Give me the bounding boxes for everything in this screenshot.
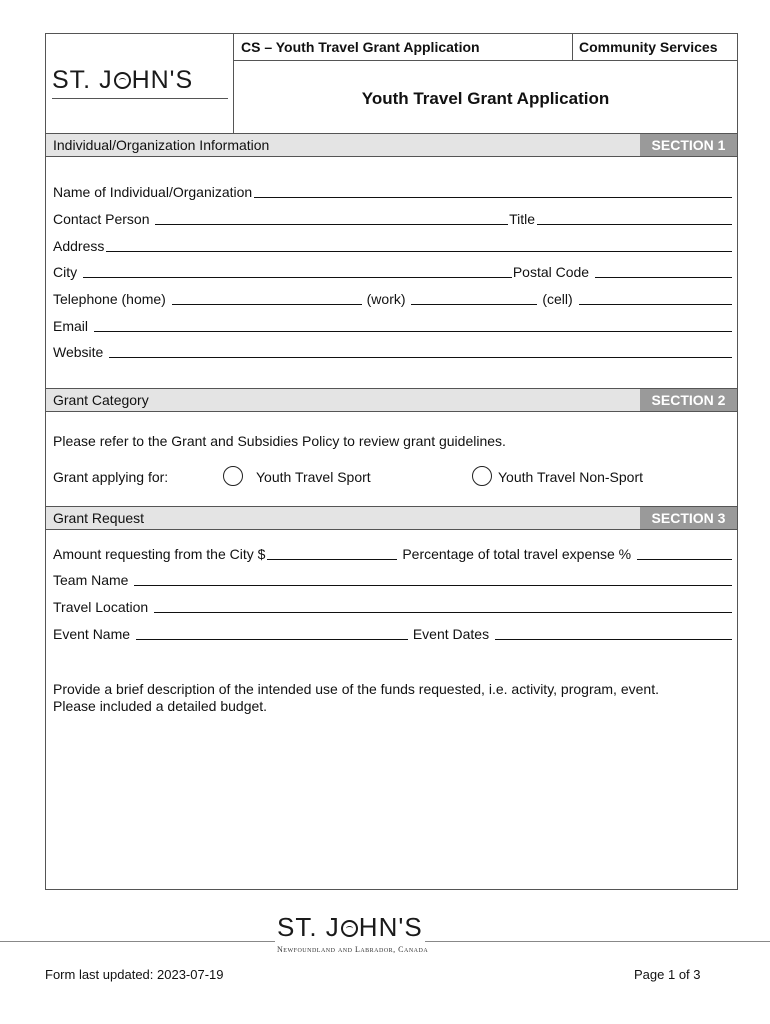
- section-3-badge: SECTION 3: [640, 507, 737, 529]
- city-row: [53, 264, 733, 280]
- footer-logo-o-icon: [341, 920, 358, 937]
- form-code: CS – Youth Travel Grant Application: [241, 39, 480, 55]
- section-3-header: [46, 507, 737, 529]
- city-label: City: [53, 264, 78, 280]
- section-3-header-line: [45, 529, 738, 530]
- name-row: [53, 184, 733, 200]
- section-2-header: [46, 389, 737, 411]
- title-field[interactable]: [537, 223, 732, 225]
- st-johns-logo: [52, 66, 193, 95]
- grant-policy-note: Please refer to the Grant and Subsidies Policy to review grant guidelines.: [53, 433, 506, 449]
- section-1-header: [46, 134, 737, 156]
- logo-text-suffix: HN'S: [131, 66, 194, 94]
- name-label: Name of Individual/Organization: [53, 184, 253, 200]
- grant-applying-label: Grant applying for:: [53, 469, 169, 485]
- contact-field[interactable]: [155, 223, 508, 225]
- team-field[interactable]: [134, 584, 732, 586]
- section-2-badge: SECTION 2: [640, 389, 737, 411]
- section-2-title: Grant Category: [53, 392, 149, 408]
- footer-tagline: Newfoundland and Labrador, Canada: [277, 945, 429, 954]
- logo-o-icon: [114, 72, 131, 89]
- team-row: [53, 572, 733, 588]
- title-label: Title: [509, 211, 535, 227]
- email-field[interactable]: [94, 330, 732, 332]
- contact-label: Contact Person: [53, 211, 150, 227]
- tel-work-label: (work): [366, 291, 406, 307]
- event-row: [53, 626, 733, 642]
- header-divider-vertical: [233, 33, 234, 133]
- tel-home-field[interactable]: [172, 303, 362, 305]
- section-2-header-line: [45, 411, 738, 412]
- description-area[interactable]: [53, 720, 733, 880]
- email-label: Email: [53, 318, 89, 334]
- department-label: Community Services: [579, 39, 718, 55]
- city-field[interactable]: [83, 276, 512, 278]
- postal-label: Postal Code: [512, 264, 590, 280]
- youth-travel-nonsport-label: Youth Travel Non-Sport: [498, 469, 644, 485]
- percentage-field[interactable]: [637, 558, 732, 560]
- amount-label: Amount requesting from the City $: [53, 546, 266, 562]
- footer-logo-prefix: ST. J: [277, 912, 340, 942]
- description-line-2: Please included a detailed budget.: [53, 698, 268, 714]
- contact-row: [53, 211, 733, 227]
- telephone-row: [53, 291, 733, 307]
- logo-text-prefix: ST. J: [52, 66, 113, 94]
- address-field[interactable]: [106, 250, 732, 252]
- tel-cell-field[interactable]: [579, 303, 732, 305]
- postal-field[interactable]: [595, 276, 732, 278]
- section-1-title: Individual/Organization Information: [53, 137, 270, 153]
- website-row: [53, 344, 733, 360]
- team-label: Team Name: [53, 572, 129, 588]
- section-1-badge: SECTION 1: [640, 134, 737, 156]
- email-row: [53, 318, 733, 334]
- page-title: Youth Travel Grant Application: [361, 89, 610, 108]
- name-field[interactable]: [254, 196, 732, 198]
- youth-travel-nonsport-radio[interactable]: [472, 466, 492, 486]
- section-1-header-line: [45, 156, 738, 157]
- address-label: Address: [53, 238, 105, 254]
- amount-row: [53, 546, 733, 562]
- website-label: Website: [53, 344, 104, 360]
- tel-home-label: Telephone (home): [53, 291, 166, 307]
- tel-work-field[interactable]: [411, 303, 537, 305]
- logo-underline: [52, 98, 228, 99]
- percentage-label: Percentage of total travel expense %: [402, 546, 632, 562]
- footer-logo-suffix: HN'S: [358, 912, 423, 942]
- description-instruction: [53, 681, 659, 715]
- event-name-field[interactable]: [136, 638, 408, 640]
- form-updated-date: Form last updated: 2023-07-19: [45, 967, 224, 982]
- event-name-label: Event Name: [53, 626, 131, 642]
- event-dates-field[interactable]: [495, 638, 732, 640]
- website-field[interactable]: [109, 356, 732, 358]
- section-3-title: Grant Request: [53, 510, 145, 526]
- youth-travel-sport-radio[interactable]: [223, 466, 243, 486]
- youth-travel-sport-label: Youth Travel Sport: [256, 469, 371, 485]
- event-dates-label: Event Dates: [412, 626, 490, 642]
- address-row: [53, 238, 733, 254]
- description-line-1: Provide a brief description of the intended use of the funds requested, i.e. activity, program, event.: [53, 681, 659, 697]
- location-label: Travel Location: [53, 599, 149, 615]
- footer-logo: [275, 912, 425, 943]
- location-field[interactable]: [154, 611, 732, 613]
- amount-field[interactable]: [267, 558, 397, 560]
- tel-cell-label: (cell): [542, 291, 573, 307]
- page-number: Page 1 of 3: [634, 967, 701, 982]
- header-divider-row: [233, 60, 738, 61]
- location-row: [53, 599, 733, 615]
- header-divider-right: [572, 33, 573, 60]
